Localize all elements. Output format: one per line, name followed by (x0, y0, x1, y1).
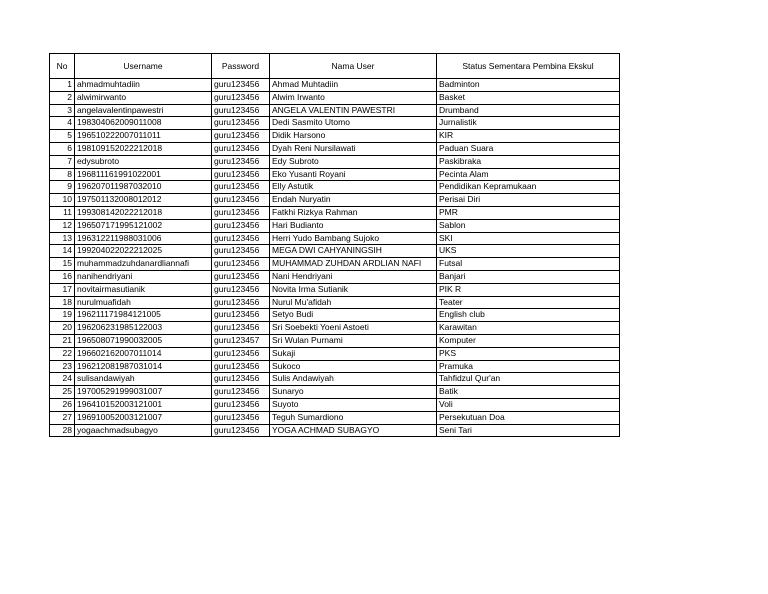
cell-status: Pramuka (437, 360, 620, 373)
cell-username: 196510222007011011 (75, 130, 212, 143)
cell-status: KIR (437, 130, 620, 143)
cell-nama-user: Nani Hendriyani (270, 270, 437, 283)
cell-no: 14 (50, 245, 75, 258)
cell-no: 19 (50, 309, 75, 322)
cell-status: Karawitan (437, 322, 620, 335)
cell-status: PMR (437, 206, 620, 219)
cell-password: guru123456 (212, 373, 270, 386)
cell-status: Seni Tari (437, 424, 620, 437)
cell-password: guru123456 (212, 296, 270, 309)
cell-nama-user: Nurul Mu'afidah (270, 296, 437, 309)
cell-no: 3 (50, 104, 75, 117)
cell-no: 24 (50, 373, 75, 386)
cell-nama-user: Sri Soebekti Yoeni Astoeti (270, 322, 437, 335)
cell-nama-user: MEGA DWI CAHYANINGSIH (270, 245, 437, 258)
cell-status: Teater (437, 296, 620, 309)
cell-no: 7 (50, 155, 75, 168)
cell-username: 196206231985122003 (75, 322, 212, 335)
cell-password: guru123457 (212, 334, 270, 347)
cell-password: guru123456 (212, 117, 270, 130)
cell-username: 198109152022212018 (75, 142, 212, 155)
cell-no: 12 (50, 219, 75, 232)
cell-nama-user: Edy Subroto (270, 155, 437, 168)
cell-status: Paskibraka (437, 155, 620, 168)
cell-password: guru123456 (212, 322, 270, 335)
cell-username: nanihendriyani (75, 270, 212, 283)
cell-username: 198304062009011008 (75, 117, 212, 130)
header-nama-user: Nama User (270, 54, 437, 79)
cell-username: 199204022022212025 (75, 245, 212, 258)
header-password: Password (212, 54, 270, 79)
cell-nama-user: YOGA ACHMAD SUBAGYO (270, 424, 437, 437)
cell-username: yogaachmadsubagyo (75, 424, 212, 437)
cell-status: UKS (437, 245, 620, 258)
cell-username: ahmadmuhtadiin (75, 79, 212, 92)
table-row (50, 270, 620, 283)
cell-password: guru123456 (212, 232, 270, 245)
header-status: Status Sementara Pembina Ekskul (437, 54, 620, 79)
cell-nama-user: Herri Yudo Bambang Sujoko (270, 232, 437, 245)
table-row (50, 130, 620, 143)
cell-no: 13 (50, 232, 75, 245)
table-row (50, 334, 620, 347)
cell-password: guru123456 (212, 168, 270, 181)
table-row (50, 373, 620, 386)
cell-password: guru123456 (212, 155, 270, 168)
table-row (50, 411, 620, 424)
cell-password: guru123456 (212, 219, 270, 232)
cell-username: 196910052003121007 (75, 411, 212, 424)
cell-username: nurulmuafidah (75, 296, 212, 309)
cell-nama-user: Ahmad Muhtadiin (270, 79, 437, 92)
cell-status: PKS (437, 347, 620, 360)
cell-password: guru123456 (212, 245, 270, 258)
cell-username: 196211171984121005 (75, 309, 212, 322)
cell-no: 27 (50, 411, 75, 424)
cell-nama-user: Endah Nuryatin (270, 194, 437, 207)
cell-password: guru123456 (212, 181, 270, 194)
cell-status: Batik (437, 386, 620, 399)
table-row (50, 117, 620, 130)
table-row (50, 386, 620, 399)
table-row (50, 283, 620, 296)
cell-username: 196312211988031006 (75, 232, 212, 245)
cell-status: PIK R (437, 283, 620, 296)
header-username: Username (75, 54, 212, 79)
table-body (50, 79, 620, 437)
cell-nama-user: MUHAMMAD ZUHDAN ARDLIAN NAFI (270, 258, 437, 271)
cell-no: 5 (50, 130, 75, 143)
table-row (50, 309, 620, 322)
table-row (50, 206, 620, 219)
table-row (50, 258, 620, 271)
cell-no: 10 (50, 194, 75, 207)
cell-no: 6 (50, 142, 75, 155)
cell-status: SKI (437, 232, 620, 245)
cell-nama-user: Suyoto (270, 398, 437, 411)
cell-no: 2 (50, 91, 75, 104)
cell-username: muhammadzuhdanardliannafi (75, 258, 212, 271)
table-row (50, 347, 620, 360)
cell-nama-user: Dedi Sasmito Utomo (270, 117, 437, 130)
cell-username: 199308142022212018 (75, 206, 212, 219)
cell-nama-user: Fatkhi Rizkya Rahman (270, 206, 437, 219)
cell-nama-user: ANGELA VALENTIN PAWESTRI (270, 104, 437, 117)
table-row (50, 91, 620, 104)
cell-no: 22 (50, 347, 75, 360)
cell-password: guru123456 (212, 270, 270, 283)
cell-username: 196207011987032010 (75, 181, 212, 194)
cell-status: Sablon (437, 219, 620, 232)
table-row (50, 245, 620, 258)
table-row (50, 322, 620, 335)
cell-nama-user: Setyo Budi (270, 309, 437, 322)
cell-status: Drumband (437, 104, 620, 117)
cell-password: guru123456 (212, 130, 270, 143)
cell-nama-user: Sukoco (270, 360, 437, 373)
cell-nama-user: Sukaji (270, 347, 437, 360)
cell-username: 196212081987031014 (75, 360, 212, 373)
cell-username: 197005291999031007 (75, 386, 212, 399)
cell-status: Basket (437, 91, 620, 104)
cell-no: 1 (50, 79, 75, 92)
cell-status: Persekutuan Doa (437, 411, 620, 424)
cell-username: 196602162007011014 (75, 347, 212, 360)
cell-password: guru123456 (212, 91, 270, 104)
cell-password: guru123456 (212, 142, 270, 155)
cell-no: 9 (50, 181, 75, 194)
cell-username: angelavalentinpawestri (75, 104, 212, 117)
cell-nama-user: Novita Irma Sutianik (270, 283, 437, 296)
cell-password: guru123456 (212, 360, 270, 373)
cell-nama-user: Dyah Reni Nursilawati (270, 142, 437, 155)
cell-no: 20 (50, 322, 75, 335)
cell-nama-user: Didik Harsono (270, 130, 437, 143)
cell-password: guru123456 (212, 206, 270, 219)
cell-password: guru123456 (212, 79, 270, 92)
cell-no: 16 (50, 270, 75, 283)
cell-username: 197501132008012012 (75, 194, 212, 207)
cell-no: 8 (50, 168, 75, 181)
table-row (50, 219, 620, 232)
cell-password: guru123456 (212, 386, 270, 399)
header-row (50, 54, 620, 79)
table-row (50, 142, 620, 155)
cell-status: Banjari (437, 270, 620, 283)
cell-nama-user: Teguh Sumardiono (270, 411, 437, 424)
cell-username: sulisandawiyah (75, 373, 212, 386)
table-row (50, 232, 620, 245)
cell-nama-user: Alwim Irwanto (270, 91, 437, 104)
cell-nama-user: Elly Astutik (270, 181, 437, 194)
cell-no: 21 (50, 334, 75, 347)
cell-no: 26 (50, 398, 75, 411)
cell-no: 25 (50, 386, 75, 399)
cell-status: Voli (437, 398, 620, 411)
table-row (50, 104, 620, 117)
cell-no: 11 (50, 206, 75, 219)
table-row (50, 79, 620, 92)
cell-username: 196410152003121001 (75, 398, 212, 411)
cell-nama-user: Sunaryo (270, 386, 437, 399)
table-row (50, 398, 620, 411)
cell-username: edysubroto (75, 155, 212, 168)
cell-password: guru123456 (212, 258, 270, 271)
cell-status: Komputer (437, 334, 620, 347)
cell-password: guru123456 (212, 194, 270, 207)
cell-status: Pendidikan Kepramukaan (437, 181, 620, 194)
cell-status: Pecinta Alam (437, 168, 620, 181)
cell-password: guru123456 (212, 283, 270, 296)
table-row (50, 181, 620, 194)
cell-username: novitairmasutianik (75, 283, 212, 296)
table-row (50, 168, 620, 181)
cell-nama-user: Hari Budianto (270, 219, 437, 232)
cell-password: guru123456 (212, 347, 270, 360)
cell-no: 17 (50, 283, 75, 296)
table-row (50, 194, 620, 207)
header-no: No (50, 54, 75, 79)
table-row (50, 424, 620, 437)
cell-nama-user: Sri Wulan Purnami (270, 334, 437, 347)
cell-status: Badminton (437, 79, 620, 92)
cell-password: guru123456 (212, 424, 270, 437)
cell-password: guru123456 (212, 411, 270, 424)
table-row (50, 155, 620, 168)
user-table (49, 53, 620, 437)
cell-status: English club (437, 309, 620, 322)
cell-no: 4 (50, 117, 75, 130)
cell-no: 18 (50, 296, 75, 309)
cell-username: alwimirwanto (75, 91, 212, 104)
cell-nama-user: Eko Yusanti Royani (270, 168, 437, 181)
table-row (50, 360, 620, 373)
cell-password: guru123456 (212, 398, 270, 411)
cell-no: 28 (50, 424, 75, 437)
cell-status: Tahfidzul Qur'an (437, 373, 620, 386)
cell-username: 196811161991022001 (75, 168, 212, 181)
cell-status: Jurnalistik (437, 117, 620, 130)
cell-status: Futsal (437, 258, 620, 271)
cell-username: 196507171995121002 (75, 219, 212, 232)
cell-no: 15 (50, 258, 75, 271)
cell-password: guru123456 (212, 309, 270, 322)
table-row (50, 296, 620, 309)
cell-status: Paduan Suara (437, 142, 620, 155)
cell-nama-user: Sulis Andawiyah (270, 373, 437, 386)
cell-status: Perisai Diri (437, 194, 620, 207)
cell-no: 23 (50, 360, 75, 373)
cell-username: 196508071990032005 (75, 334, 212, 347)
cell-password: guru123456 (212, 104, 270, 117)
